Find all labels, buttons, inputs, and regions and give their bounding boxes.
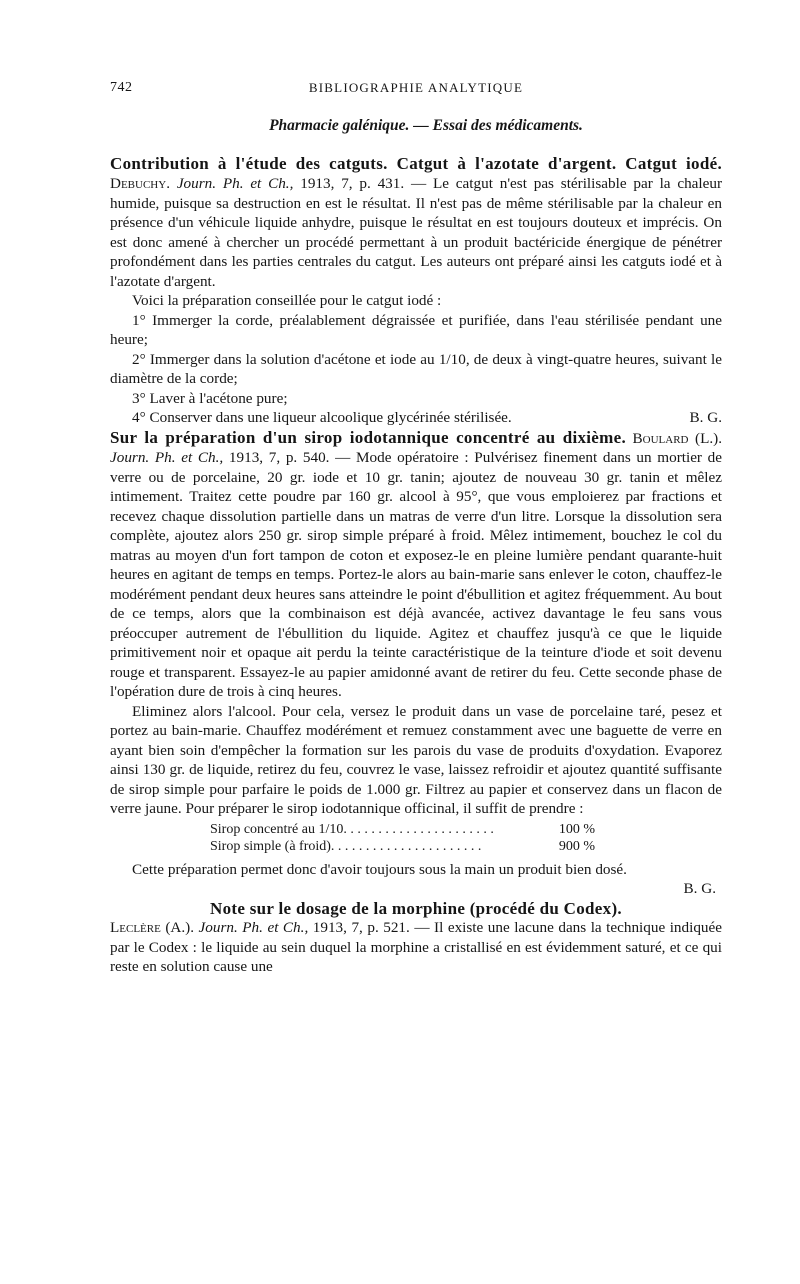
article-catguts-step-4: 4° Conserver dans une liqueur alcoolique glycérinée stérilisée. — [132, 409, 512, 426]
article-sirop-paragraph-1 — [110, 428, 722, 702]
article-catguts-title: Contribution à l'étude des catguts. Catgut à l'azotate d'argent. Catgut iodé. — [110, 153, 722, 173]
article-catguts-body: Le catgut n'est pas stérilisable par la chaleur humide, puisque sa destruction en est le résultat. Il n'est pas de même stérilisable par la chaleur en présence d'un véhicule liquide anhydre, puisque le résultat en est toujours douteux et imprécis. On est donc amené à chercher un procédé permettant à un produit bactéricide énergique de pénétrer profondément dans les parties centrales du catgut. Les auteurs ont préparé ainsi les catguts iodé et à l'azotate d'argent. — [110, 175, 723, 290]
article-sirop — [110, 428, 722, 899]
recipe-label: Sirop simple (à froid). . . . . . . . . . . . . . . . . . . . . . — [210, 839, 482, 854]
recipe-row — [210, 821, 595, 839]
article-catguts-intro: Voici la préparation conseillée pour le catgut iodé : — [132, 292, 442, 309]
article-sirop-body-1: Mode opératoire : Pulvérisez finement dans un mortier de verre ou de porcelaine, 20 gr. iode et 10 gr. tanin; ajoutez de nouveau 30 gr. tanin et mêlez intimement. Traitez cette poudre par 160 gr. alcool à 95°, que vous emploierez par fractions et recevez chaque dissolution partielle dans un matras de verre d'un litre. Lorsque la dissolution sera complète, ajoutez alors 250 gr. sirop simple préparé à froid. Mêlez intimement, bouchez le col du matras au moyen d'un fort tampon de coton et exposez-le en pleine lumière pendant quarante-huit heures en agitant de temps en temps. Portez-le alors au bain-marie sans enlever le coton, chauffez-le modérément pendant deux heures sans atteindre le point d'ébullition et agitez fréquemment. Au bout de ce temps, alors que la combinaison est déjà avancée, activez davantage le feu sans vous préoccuper autrement de l'ébullition du liquide. Agitez et chauffez jusqu'à ce que le liquide primitivement noir et opaque ait perdu la teinte caractéristique de la teinture d'iode et soit devenu rouge et transparent. Essayez-le au papier amidonné avant de retirer du feu. Cette seconde phase de l'opération dure de trois à cinq heures. — [110, 449, 723, 700]
recipe-quantity: 100 % — [558, 821, 595, 837]
recipe-quantity: 900 % — [558, 839, 595, 854]
article-catguts-paragraph — [110, 154, 722, 292]
article-sirop-journal: Journ. Ph. et Ch., — [110, 449, 224, 466]
running-title: BIBLIOGRAPHIE ANALYTIQUE — [308, 80, 524, 95]
article-catguts-step-1: 1° Immerger la corde, préalablement dégraissée et purifiée, dans l'eau stérilisée pendant une heure; — [110, 311, 722, 348]
article-sirop-conclusion: Cette préparation permet donc d'avoir toujours sous la main un produit bien dosé. — [132, 860, 627, 878]
section-heading: Pharmacie galénique. — Essai des médicaments. — [269, 117, 583, 134]
document-page — [110, 72, 722, 977]
article-catguts-author: Debuchy. — [110, 175, 170, 192]
article-morphine-journal: Journ. Ph. et Ch., — [198, 919, 309, 936]
article-morphine-title: Note sur le dosage de la morphine (procédé du Codex). — [210, 898, 622, 918]
recipe-table — [210, 821, 722, 856]
article-sirop-paragraph-2: Eliminez alors l'alcool. Pour cela, versez le produit dans un vase de porcelaine taré, pesez et portez au bain-marie. Chauffez modérément et remuez constamment avec une baguette de verre en ayant bien soin d'empêcher la formation sur les parois du vase de produits d'oxydation. Evaporez ainsi 130 gr. de liquide, retirez du feu, couvrez le vase, laissez refroidir et ajoutez quantité suffisante de sirop simple pour parfaire le poids de 1.000 gr. Filtrez au papier et conservez dans un flacon de verre jaune. Pour préparer le sirop iodotannique officinal, il suffit de prendre : — [110, 702, 722, 817]
article-sirop-author: Boulard (L.). — [632, 429, 723, 447]
recipe-row — [210, 838, 595, 856]
article-sirop-citation: 1913, 7, p. 540. — — [228, 449, 351, 466]
article-catguts-signature: B. G. — [689, 409, 722, 426]
article-catguts-journal: Journ. Ph. et Ch., — [176, 175, 294, 192]
running-header — [110, 72, 722, 94]
recipe-label: Sirop concentré au 1/10. . . . . . . . . . . . . . . . . . . . . . — [210, 821, 494, 837]
article-morphine-citation: 1913, 7, p. 521. — — [312, 919, 430, 936]
article-morphine-author: Leclère (A.). — [110, 919, 195, 936]
article-catguts-step-3: 3° Laver à l'acétone pure; — [132, 389, 288, 407]
article-sirop-title: Sur la préparation d'un sirop iodotannique concentré au dixième. — [110, 427, 626, 447]
article-catguts-step-4-line — [110, 408, 722, 428]
article-morphine-body: Il existe une lacune dans la technique indiquée par le Codex : le liquide au sein duquel la morphine a cristallisé en est évidemment saturé, et ce qui reste en solution cause une — [110, 919, 723, 975]
article-morphine-paragraph — [110, 918, 722, 977]
article-catguts — [110, 154, 722, 428]
article-sirop-signature: B. G. — [683, 880, 716, 897]
article-catguts-step-2: 2° Immerger dans la solution d'acétone et iode au 1/10, de deux à vingt-quatre heures, suivant le diamètre de la corde; — [110, 350, 722, 387]
article-morphine — [110, 899, 722, 977]
article-catguts-citation: 1913, 7, p. 431. — — [300, 175, 427, 192]
page-number: 742 — [110, 80, 133, 95]
